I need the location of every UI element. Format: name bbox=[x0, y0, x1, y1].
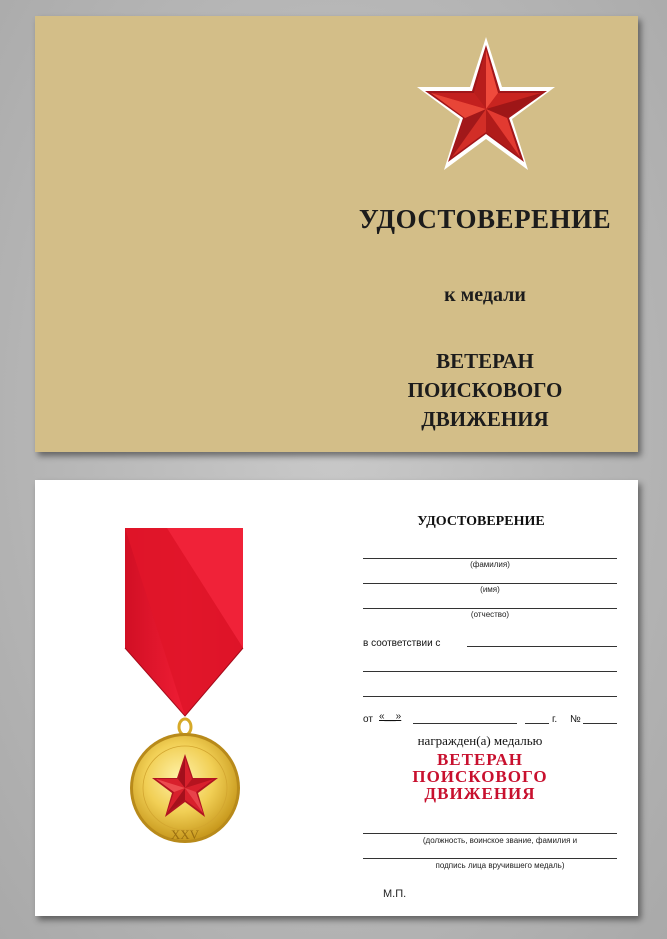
surname-caption: (фамилия) bbox=[470, 560, 510, 569]
cover-subtitle: к медали bbox=[444, 284, 526, 306]
according-line-2[interactable] bbox=[363, 671, 617, 672]
inner-medal-name-line: ПОИСКОВОГО bbox=[412, 767, 548, 786]
red-star-icon bbox=[417, 37, 555, 170]
from-label: от bbox=[363, 714, 373, 725]
cover-medal-name-line: ВЕТЕРАН bbox=[436, 349, 534, 373]
date-month-line[interactable] bbox=[413, 723, 517, 724]
certificate-inner-page bbox=[35, 480, 638, 916]
signature-line-2[interactable] bbox=[363, 858, 617, 859]
signature-caption-2: подпись лица вручившего медаль) bbox=[435, 861, 565, 870]
number-line[interactable] bbox=[583, 723, 617, 724]
awarded-label: награжден(а) медалью bbox=[417, 733, 543, 748]
inner-medal-name-line: ВЕТЕРАН bbox=[436, 750, 524, 769]
name-line[interactable] bbox=[363, 583, 617, 584]
according-line[interactable] bbox=[467, 646, 617, 647]
certificate-cover bbox=[35, 16, 638, 452]
cover-medal-name-line: ДВИЖЕНИЯ bbox=[421, 407, 549, 431]
cover-medal-name bbox=[335, 347, 635, 434]
cover-title: УДОСТОВЕРЕНИЕ bbox=[358, 204, 612, 234]
date-day-field[interactable]: «__» bbox=[379, 711, 402, 722]
stamp-label: М.П. bbox=[383, 888, 407, 900]
signature-caption-1: (должность, воинское звание, фамилия и bbox=[422, 836, 578, 845]
medal-image bbox=[121, 528, 281, 858]
number-label: № bbox=[570, 714, 581, 725]
name-caption: (имя) bbox=[480, 585, 500, 594]
according-line-3[interactable] bbox=[363, 696, 617, 697]
inner-medal-name-line: ДВИЖЕНИЯ bbox=[424, 784, 536, 803]
according-label: в соответствии с bbox=[363, 638, 441, 649]
cover-medal-name-line: ПОИСКОВОГО bbox=[407, 378, 563, 402]
date-year-line[interactable] bbox=[525, 723, 549, 724]
year-suffix: г. bbox=[552, 714, 558, 725]
inner-medal-name bbox=[375, 751, 585, 802]
svg-text:XXV: XXV bbox=[170, 827, 200, 842]
inner-title: УДОСТОВЕРЕНИЕ bbox=[417, 514, 545, 529]
signature-line-1[interactable] bbox=[363, 833, 617, 834]
patronymic-line[interactable] bbox=[363, 608, 617, 609]
patronymic-caption: (отчество) bbox=[470, 610, 510, 619]
surname-line[interactable] bbox=[363, 558, 617, 559]
